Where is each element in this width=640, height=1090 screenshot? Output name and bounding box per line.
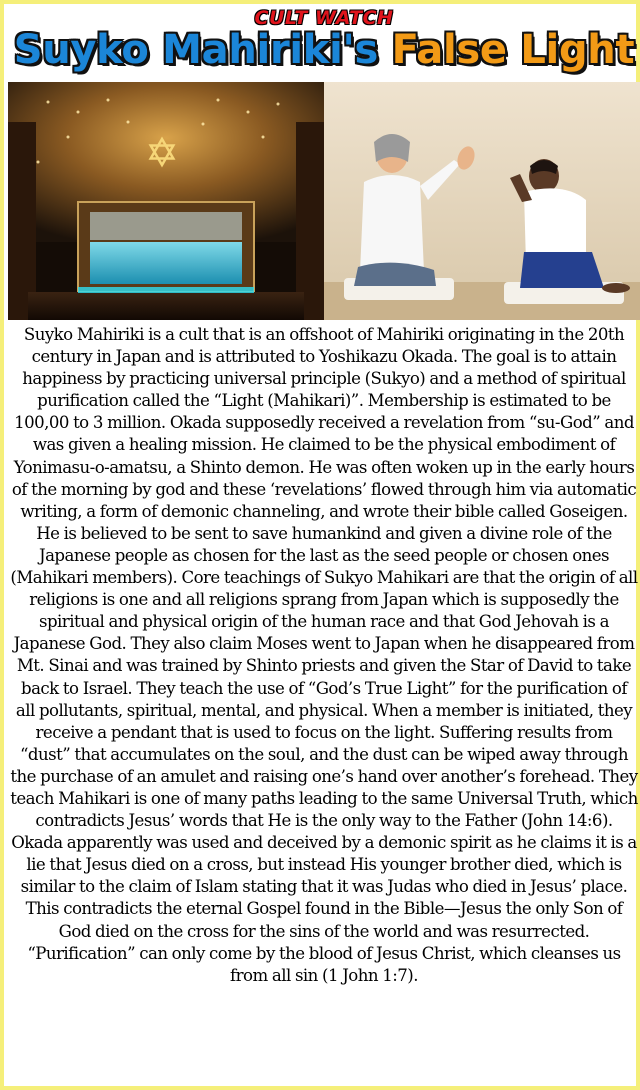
article-body: Suyko Mahiriki is a cult that is an offshoot of Mahiriki originating in the 20th century in Japan and is attributed to Yoshikazu Okada. The goal is to attain happiness by practicing universal principle (Sukyo) and a method of spiritual purification called the “Light (Mahikari)”. Membership is estimated to be 100,00 to 3 million. Okada supposedly received a revelation from “su-God” and was given a healing mission. He claimed to be the physical embodiment of Yonimasu-o-amatsu, a Shinto demon. He was often woken up in the early hours of the morning by god and these ‘revelations’ flowed through him via automatic writing, a form of demonic channeling, and wrote their bible called Goseigen. He is believed to be sent to save humankind and given a divine role of the Japanese people as chosen for the last as the seed people or chosen ones (Mahikari members). Core teachings of Sukyo Mahikari are that the origin of all religions is one and all religions sprang from Japan which is supposedly the spiritual and physical origin of the human race and that God Jehovah is a Japanese God. They also claim Moses went to Japan when he disappeared from Mt. Sinai and was trained by Shinto priests and given the Star of David to take back to Israel. They teach the use of “God’s True Light” for the purification of all pollutants, spiritual, mental, and physical. When a member is initiated, they receive a pendant that is used to focus on the light. Suffering results from “dust” that accumulates on the soul, and the dust can be wiped away through the purchase of an amulet and raising one’s hand over another’s forehead. They teach Mahikari is one of many paths leading to the same Universal Truth, which contradicts Jesus’ words that He is the only way to the Father (John 14:6). Okada apparently was used and deceived by a demonic spirit as he claims it is a lie that Jesus died on a cross, but instead His younger brother died, which is similar to the claim of Islam stating that it was Judas who died in Jesus’ place. This contradicts the eternal Gospel found in the Bible—Jesus the only Son of God died on the cross for the sins of the world and was resurrected. “Purification” can only come by the blood of Jesus Christ, which cleanses us from all sin (1 John 1:7). — [10, 325, 638, 985]
purification-ritual-image — [324, 82, 640, 320]
page-title — [4, 24, 640, 76]
title-false-light: False Light — [391, 27, 635, 73]
purification-ritual-photo — [324, 82, 640, 320]
title-name: Suyko Mahiriki's — [13, 27, 378, 73]
photo-strip — [8, 82, 640, 320]
kicker-label: CULT WATCH — [254, 7, 394, 29]
temple-interior-photo — [8, 82, 324, 320]
temple-interior-image — [8, 82, 324, 320]
